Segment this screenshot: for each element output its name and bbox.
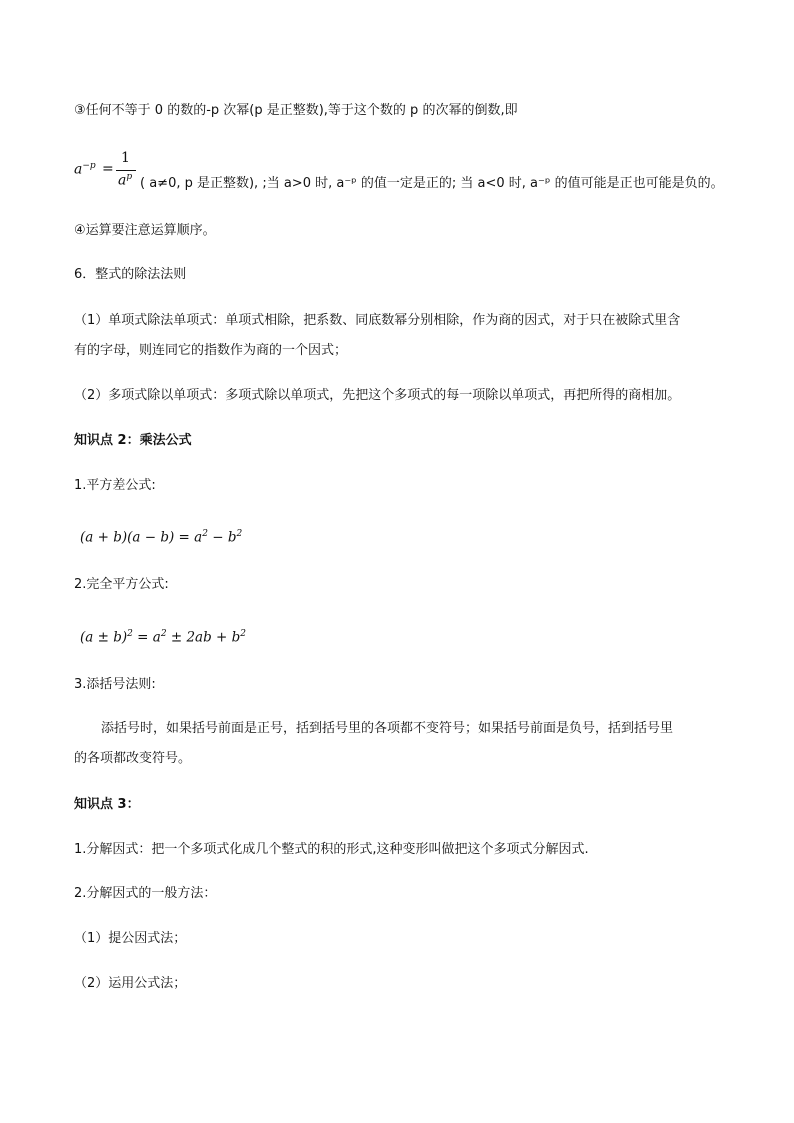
formula-difference-of-squares: $(a + b)(a - b) = a^2 - b^2$ bbox=[80, 529, 243, 546]
section-heading-knowledge-2: 知识点 2：乘法公式 bbox=[74, 433, 192, 448]
text-line-polynomial-division: （2）多项式除以单项式：多项式除以单项式，先把这个多项式的每一项除以单项式，再把所得的商相加。 bbox=[74, 388, 681, 403]
text-line-bracket-rule-body-2: 的各项都改变符号。 bbox=[74, 751, 192, 766]
section-heading-division: 6．整式的除法法则 bbox=[74, 267, 187, 282]
formula-denominator: $a^p$ bbox=[118, 172, 133, 189]
text-line-order-of-operations: ④运算要注意运算顺序。 bbox=[74, 223, 216, 238]
text-line-difference-of-squares: 1.平方差公式: bbox=[74, 478, 156, 493]
text-line-common-factor-method: （1）提公因式法； bbox=[74, 931, 187, 946]
text-line-perfect-square: 2.完全平方公式: bbox=[74, 577, 169, 592]
section-heading-knowledge-3: 知识点 3： bbox=[74, 797, 140, 812]
text-line-factorization-definition: 1.分解因式：把一个多项式化成几个整式的积的形式,这种变形叫做把这个多项式分解因式. bbox=[74, 842, 589, 857]
text-line-bracket-rule-body-1: 添括号时，如果括号前面是正号，括到括号里的各项都不变符号；如果括号前面是负号，括到括号里 bbox=[101, 721, 674, 736]
text-line-factorization-methods: 2.分解因式的一般方法： bbox=[74, 886, 217, 901]
formula-perfect-square: $(a \pm b)^2 = a^2 \pm 2ab + b^2$ bbox=[80, 629, 246, 646]
text-line-monomial-division-2: 有的字母，则连同它的指数作为商的一个因式； bbox=[74, 343, 348, 358]
formula-lhs: $a^{-p}$ bbox=[74, 161, 96, 178]
text-line-exponent-condition: ( a≠0, p 是正整数), ;当 a>0 时, a⁻ᵖ 的值一定是正的; 当 a<0 时, a⁻ᵖ 的值可能是正也可能是负的。 bbox=[140, 176, 724, 191]
text-line-monomial-division-1: （1）单项式除法单项式：单项式相除，把系数、同底数幂分别相除，作为商的因式，对于只在被除式里含 bbox=[74, 313, 681, 328]
formula-numerator: 1 bbox=[121, 150, 130, 166]
negative-exponent-formula bbox=[74, 150, 138, 194]
text-line-bracket-rule: 3.添括号法则: bbox=[74, 677, 156, 692]
text-line-formula-method: （2）运用公式法； bbox=[74, 976, 187, 991]
formula-equals: = bbox=[102, 161, 114, 177]
fraction-bar bbox=[116, 170, 136, 171]
text-line-negative-exponent: ③任何不等于 0 的数的-p 次幂(p 是正整数),等于这个数的 p 的次幂的倒数,即 bbox=[74, 103, 518, 118]
